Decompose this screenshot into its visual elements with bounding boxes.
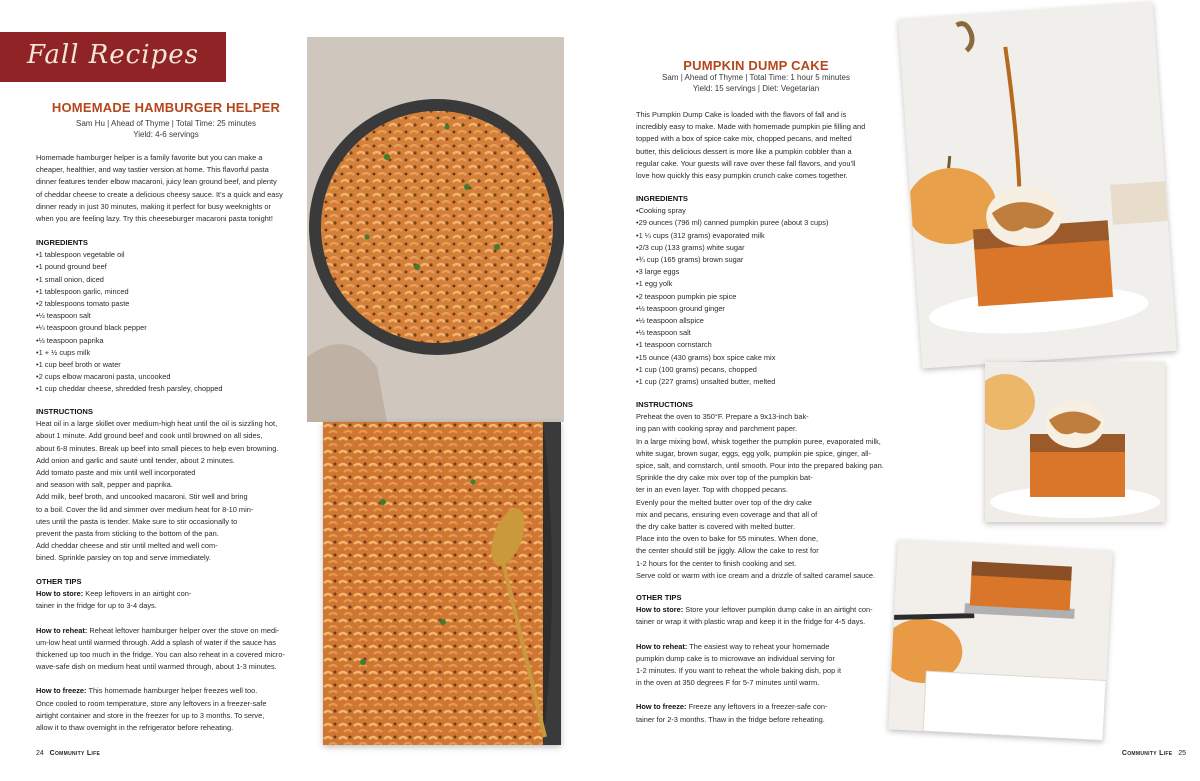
text-line: regular cake. Your guests will rave over these fall flavors, and you’ll bbox=[636, 158, 856, 168]
ingredient-item: • ½ teaspoon allspice bbox=[636, 315, 886, 327]
text-line: Add milk, beef broth, and uncooked macaroni. Stir well and bring bbox=[36, 492, 248, 502]
text-line: Add tomato paste and mix until well incorporated bbox=[36, 468, 196, 478]
ingredient-item: • ½ teaspoon salt bbox=[36, 310, 298, 322]
text-line: utes until the pasta is tender. Make sure to stir occasionally to bbox=[36, 516, 238, 526]
text-line: when you are feeling lazy. Try this cheeseburger macaroni pasta tonight! bbox=[36, 214, 273, 224]
ice-cream-cake-slice-photo-art bbox=[985, 362, 1165, 522]
right-meta-line2: Yield: 15 servings | Diet: Vegetarian bbox=[692, 84, 820, 93]
ingredient-item: • 2/3 cup (133 grams) white sugar bbox=[636, 242, 886, 254]
text-line: mix and pecans, ensuring even coverage and that all of bbox=[636, 509, 818, 519]
left-tips bbox=[36, 576, 298, 734]
text-line: Serve cold or warm with ice cream and a drizzle of salted caramel sauce. bbox=[636, 570, 876, 580]
text-line: This Pumpkin Dump Cake is loaded with the flavors of fall and is bbox=[636, 110, 847, 119]
spoon-macaroni-photo-art bbox=[323, 422, 561, 745]
text-line: Heat oil in a large skillet over medium-high heat until the oil is sizzling hot, bbox=[36, 419, 278, 429]
text-line: ter in an even layer. Top with chopped pecans. bbox=[636, 485, 788, 495]
instructions-heading: INSTRUCTIONS bbox=[636, 400, 693, 409]
left-intro bbox=[36, 152, 298, 225]
left-meta-line1: Sam Hu | Ahead of Thyme | Total Time: 25 minutes bbox=[76, 119, 256, 128]
tip-label: How to freeze: bbox=[636, 702, 687, 712]
spoon-macaroni-photo bbox=[323, 422, 561, 745]
text-line: Once cooled to room temperature, store any leftovers in a freezer-safe bbox=[36, 698, 267, 708]
ingredient-item: • 29 ounces (796 ml) canned pumpkin puree (about 3 cups) bbox=[636, 217, 886, 229]
text-line: Store your leftover pumpkin dump cake in an airtight con- bbox=[685, 605, 873, 615]
tip-label: How to reheat: bbox=[36, 625, 88, 635]
ingredient-item: • 1 cup cheddar cheese, shredded fresh parsley, chopped bbox=[36, 383, 298, 395]
ingredient-item: • Cooking spray bbox=[636, 205, 886, 217]
text-line: in the oven at 350 degrees F for 5-7 minutes until warm. bbox=[636, 678, 820, 688]
text-line: ing pan with cooking spray and parchment paper. bbox=[636, 424, 798, 434]
ingredient-item: • 1 cup beef broth or water bbox=[36, 359, 298, 371]
text-line: dinner ready in just 30 minutes, making it perfect for busy weeknights or bbox=[36, 201, 271, 211]
ingredient-item: • 1 cup (227 grams) unsalted butter, melted bbox=[636, 376, 886, 388]
tips-heading: OTHER TIPS bbox=[36, 577, 82, 586]
text-line: about 1 minute. Add ground beef and cook until browned on all sides, bbox=[36, 431, 263, 441]
left-ingredients bbox=[36, 237, 298, 396]
text-line: tainer in the fridge for up to 3-4 days. bbox=[36, 601, 157, 611]
text-line: dinner features tender elbow macaroni, juicy lean ground beef, and plenty bbox=[36, 177, 277, 187]
text-line: Sprinkle the dry cake mix over top of the pumpkin bat- bbox=[636, 473, 813, 483]
text-line: allow it to thaw overnight in the refrigerator before reheating. bbox=[36, 723, 234, 733]
left-instructions bbox=[36, 406, 298, 565]
ingredient-item: • 1 teaspoon cornstarch bbox=[636, 339, 886, 351]
ingredient-item: • 1 egg yolk bbox=[636, 278, 886, 290]
instructions-heading: INSTRUCTIONS bbox=[36, 407, 93, 416]
ingredient-item: • 1 small onion, diced bbox=[36, 274, 298, 286]
text-line: thickened up too much in the fridge. You can also reheat in a covered micro- bbox=[36, 650, 285, 660]
ingredient-item: • 1 tablespoon vegetable oil bbox=[36, 249, 298, 261]
ingredient-item: • 1 + ½ cups milk bbox=[36, 347, 298, 359]
ingredient-item: • 1 tablespoon garlic, minced bbox=[36, 286, 298, 298]
text-line: bined. Sprinkle parsley on top and serve immediately. bbox=[36, 553, 211, 563]
text-line: white sugar, brown sugar, eggs, egg yolk, pumpkin pie spice, ginger, all- bbox=[636, 448, 871, 458]
text-line: 1-2 hours for the center to finish cooking and set. bbox=[636, 558, 797, 568]
tips-heading: OTHER TIPS bbox=[636, 593, 682, 602]
text-line: topped with a box of spice cake mix, chopped pecans, and melted bbox=[636, 134, 852, 144]
text-line: The easiest way to reheat your homemade bbox=[689, 641, 830, 651]
cake-on-spatula-photo-art bbox=[888, 540, 1113, 741]
ingredient-item: • ½ teaspoon paprika bbox=[36, 335, 298, 347]
right-recipe-meta bbox=[636, 72, 876, 94]
ingredient-item: • 15 ounce (430 grams) box spice cake mix bbox=[636, 352, 886, 364]
skillet-macaroni-photo-art bbox=[307, 37, 564, 422]
text-line: Homemade hamburger helper is a family favorite but you can make a bbox=[36, 153, 263, 162]
text-line: um-low heat until warmed through. Add a splash of water if the sauce has bbox=[36, 637, 276, 647]
magazine-name: Community Life bbox=[1121, 750, 1173, 757]
text-line: Keep leftovers in an airtight con- bbox=[85, 589, 192, 599]
tip-label: How to store: bbox=[636, 605, 684, 615]
ingredient-item: • ½ teaspoon salt bbox=[636, 327, 886, 339]
left-recipe-meta bbox=[36, 118, 296, 140]
caramel-drizzle-cake-photo bbox=[898, 2, 1177, 369]
text-line: the dry cake batter is covered with melted butter. bbox=[636, 522, 795, 532]
tip-label: How to store: bbox=[36, 589, 84, 599]
text-line: pumpkin dump cake is to microwave an individual serving for bbox=[636, 653, 835, 663]
ingredient-item: • 1 ¼ cups (312 grams) evaporated milk bbox=[636, 230, 886, 242]
text-line: prevent the pasta from sticking to the bottom of the pan. bbox=[36, 529, 219, 539]
text-line: to a boil. Cover the lid and simmer over medium heat for 8-10 min- bbox=[36, 504, 254, 514]
caramel-drizzle-cake-photo-art bbox=[898, 2, 1177, 369]
section-banner bbox=[0, 32, 226, 82]
text-line: tainer or wrap it with plastic wrap and keep it in the fridge for 4-5 days. bbox=[636, 617, 866, 627]
text-line: Reheat leftover hamburger helper over the stove on medi- bbox=[89, 625, 280, 635]
right-tips bbox=[636, 592, 886, 726]
text-line: tainer for 2-3 months. Thaw in the fridge before reheating. bbox=[636, 714, 825, 724]
ingredient-item: • ¼ teaspoon ground black pepper bbox=[36, 322, 298, 334]
text-line: and season with salt, pepper and paprika. bbox=[36, 480, 173, 490]
text-line: Preheat the oven to 350°F. Prepare a 9x13-inch bak- bbox=[636, 412, 809, 422]
text-line: airtight container and store in the freezer for up to 3 months. To serve, bbox=[36, 710, 265, 720]
ingredient-item: • 2 cups elbow macaroni pasta, uncooked bbox=[36, 371, 298, 383]
ingredient-item: • 1 pound ground beef bbox=[36, 261, 298, 273]
left-footer bbox=[36, 750, 100, 757]
text-line: love how quickly this easy pumpkin crunch cake comes together. bbox=[636, 171, 848, 181]
text-line: Place into the oven to bake for 55 minutes. When done, bbox=[636, 534, 819, 544]
banner-title: Fall Recipes bbox=[27, 40, 199, 70]
text-line: butter, this delicious dessert is more like a pumpkin cobbler than a bbox=[636, 146, 852, 156]
text-line: cheaper, healthier, and way tastier version at home. This flavorful pasta bbox=[36, 165, 269, 175]
right-instructions bbox=[636, 399, 886, 582]
ingredient-item: • 1 cup (100 grams) pecans, chopped bbox=[636, 364, 886, 376]
skillet-macaroni-photo bbox=[307, 37, 564, 422]
text-line: about 6-8 minutes. Break up beef into small pieces to help even browning. bbox=[36, 443, 279, 453]
tip-label: How to freeze: bbox=[36, 686, 87, 696]
left-recipe-title: HOMEMADE HAMBURGER HELPER bbox=[51, 100, 281, 115]
ingredient-item: • 2 tablespoons tomato paste bbox=[36, 298, 298, 310]
ingredient-item: • ¾ cup (165 grams) brown sugar bbox=[636, 254, 886, 266]
ingredients-heading: INGREDIENTS bbox=[636, 194, 688, 203]
right-recipe-title: PUMPKIN DUMP CAKE bbox=[683, 58, 829, 73]
ingredient-item: • ½ teaspoon ground ginger bbox=[636, 303, 886, 315]
cake-on-spatula-photo bbox=[888, 540, 1113, 741]
ingredients-heading: INGREDIENTS bbox=[36, 238, 88, 247]
text-line: the center should still be jiggly. Allow the cake to rest for bbox=[636, 546, 819, 556]
right-meta-line1: Sam | Ahead of Thyme | Total Time: 1 hour 5 minutes bbox=[662, 73, 850, 82]
ingredient-item: • 3 large eggs bbox=[636, 266, 886, 278]
text-line: Add onion and garlic and sauté until tender, about 2 minutes. bbox=[36, 455, 235, 465]
text-line: Freeze any leftovers in a freezer-safe con- bbox=[688, 702, 828, 712]
text-line: Evenly pour the melted butter over top of the dry cake bbox=[636, 497, 812, 507]
page-number: 25 bbox=[1178, 750, 1186, 757]
text-line: incredibly easy to make. Made with homemade pumpkin pie filling and bbox=[636, 122, 866, 132]
tip-label: How to reheat: bbox=[636, 641, 688, 651]
text-line: wave-safe dish on medium heat until warmed through, about 1-3 minutes. bbox=[36, 662, 277, 672]
text-line: spice, salt, and cornstarch, until smooth. Pour into the prepared baking pan. bbox=[636, 461, 884, 471]
text-line: 1-2 minutes. If you want to reheat the whole baking dish, pop it bbox=[636, 666, 842, 676]
left-meta-line2: Yield: 4-6 servings bbox=[133, 130, 199, 139]
magazine-name: Community Life bbox=[49, 750, 101, 757]
page-number: 24 bbox=[36, 750, 44, 757]
ice-cream-cake-slice-photo bbox=[985, 362, 1165, 522]
right-intro bbox=[636, 109, 886, 182]
right-ingredients bbox=[636, 193, 886, 388]
right-footer bbox=[1122, 750, 1186, 757]
text-line: This homemade hamburger helper freezes well too. bbox=[88, 686, 258, 696]
text-line: of cheddar cheese to create a delicious cheesy sauce. It’s a quick and easy bbox=[36, 189, 283, 199]
ingredient-item: • 2 teaspoon pumpkin pie spice bbox=[636, 291, 886, 303]
text-line: In a large mixing bowl, whisk together the pumpkin puree, evaporated milk, bbox=[636, 436, 881, 446]
text-line: Add cheddar cheese and stir until melted and well com- bbox=[36, 541, 218, 551]
